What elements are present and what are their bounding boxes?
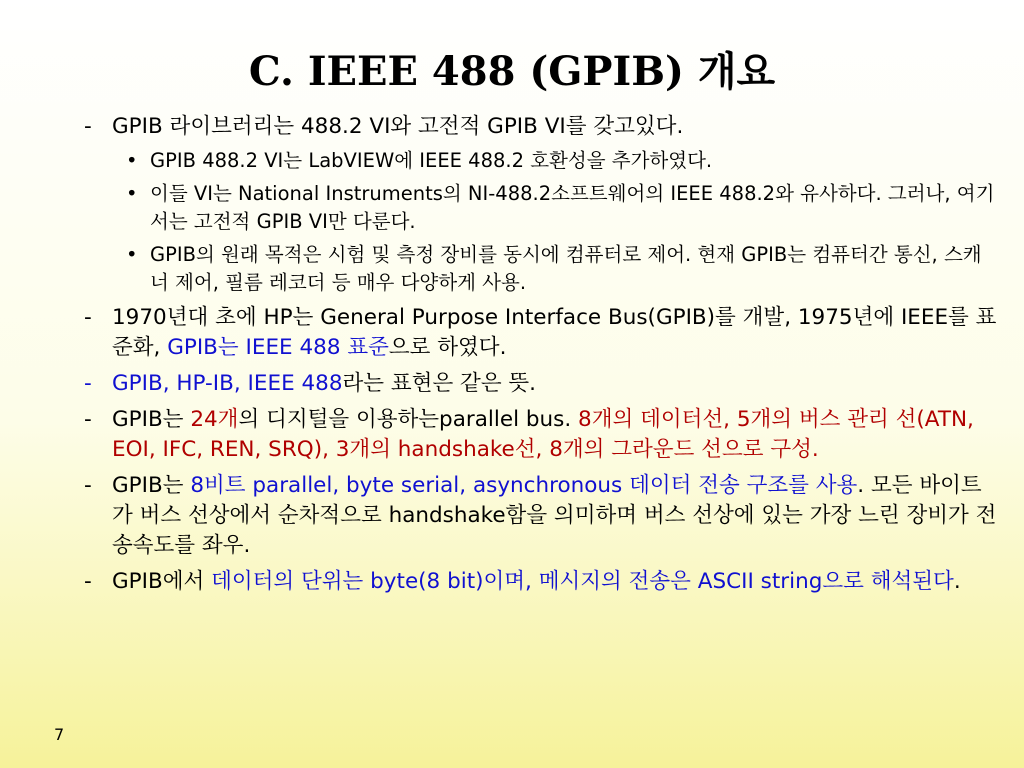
list-item [84, 471, 999, 561]
dot-bullet: • [126, 182, 138, 205]
sub-list-item [126, 147, 999, 175]
item-text: General Purpose Interface Bus(GPIB) [320, 305, 716, 330]
list-item [84, 405, 999, 465]
dash-bullet: - [84, 473, 92, 498]
highlight-text: GPIB, HP-IB, IEEE 488 [112, 371, 343, 396]
dash-bullet: - [84, 114, 92, 139]
list-item [84, 303, 999, 363]
item-text: . [953, 569, 961, 594]
item-text: GPIB는 [112, 473, 191, 498]
dash-bullet: - [84, 569, 92, 594]
item-text: . 모든 바이트가 버스 선상에서 순차적으로 handshake함을 의미하며 버스 선상에 있는 가장 느린 장비가 전송속도를 좌우. [112, 473, 997, 558]
highlight-text: 8비트 parallel, byte serial, asynchronous 데이터 전송 구조를 사용 [190, 473, 858, 498]
item-text: 으로 하였다. [388, 335, 507, 360]
sub-list-item [126, 241, 999, 297]
list-item [84, 112, 999, 142]
slide-body [84, 112, 999, 597]
highlight-text: 데이터의 단위는 byte(8 bit)이며, 메시지의 전송은 ASCII string으로 해석된다 [211, 569, 954, 594]
dash-bullet: - [84, 305, 92, 330]
item-text: GPIB 488.2 VI는 LabVIEW에 IEEE 488.2 호환성을 추가하였다. [150, 149, 713, 172]
highlight-text: 24개 [190, 407, 239, 432]
sub-list-item [126, 180, 999, 236]
highlight-text: 8개의 데이터선, 5개의 버스 관리 선(ATN, EOI, IFC, REN, SRQ), 3개의 handshake선, 8개의 그라운드 선으로 구성. [112, 407, 974, 462]
dash-bullet: - [84, 371, 92, 396]
highlight-text: GPIB는 IEEE 488 표준 [167, 335, 389, 360]
item-text: GPIB에서 [112, 569, 212, 594]
dot-bullet: • [126, 243, 138, 266]
item-text: GPIB는 [112, 407, 191, 432]
item-text: 이들 VI는 National Instruments의 NI-488.2소프트웨어의 IEEE 488.2와 유사하다. 그러나, 여기서는 고전적 GPIB VI만 다룬다. [150, 182, 995, 233]
page-number: 7 [54, 725, 65, 744]
list-item [84, 567, 999, 597]
dash-bullet: - [84, 407, 92, 432]
item-text: GPIB의 원래 목적은 시험 및 측정 장비를 동시에 컴퓨터로 제어. 현재 GPIB는 컴퓨터간 통신, 스캐너 제어, 필름 레코더 등 매우 다양하게 사용. [150, 243, 982, 294]
item-text: 의 디지털을 이용하는parallel bus. [238, 407, 579, 432]
item-text: 를 개발, 1975년에 IEEE를 표준화, [112, 305, 997, 360]
item-text: 1970년대 초에 HP는 [112, 305, 321, 330]
item-text: 라는 표현은 같은 뜻. [342, 371, 537, 396]
item-text: GPIB 라이브러리는 488.2 VI와 고전적 GPIB VI를 갖고있다. [112, 114, 684, 139]
list-item [84, 369, 999, 399]
dot-bullet: • [126, 149, 138, 172]
slide-title: C. IEEE 488 (GPIB) 개요 [248, 48, 776, 95]
